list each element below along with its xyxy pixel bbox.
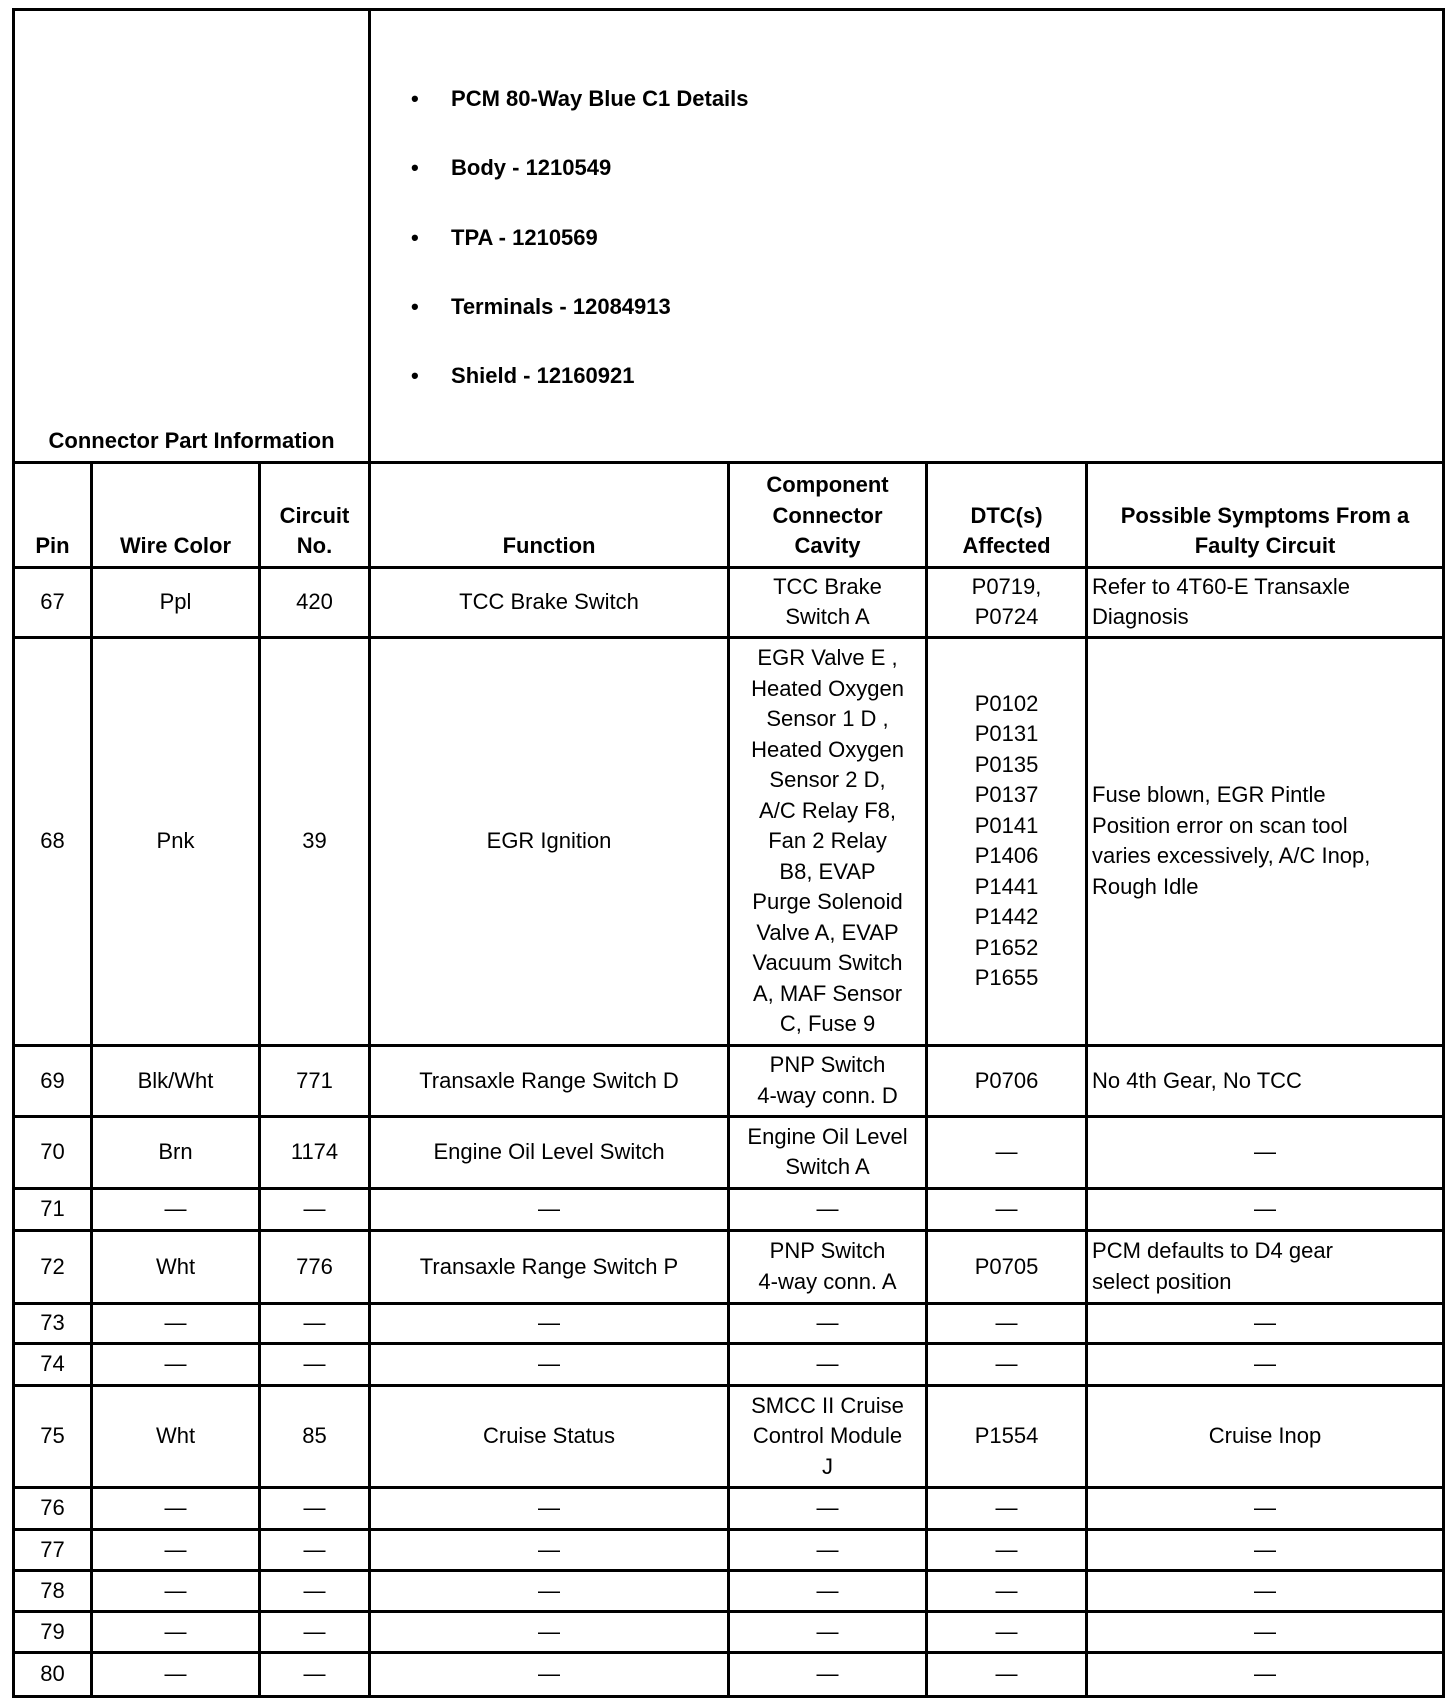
cell-component: TCC Brake Switch A [729, 567, 927, 637]
cell-symptoms: No 4th Gear, No TCC [1087, 1045, 1444, 1116]
cell-function: TCC Brake Switch [370, 567, 729, 637]
cell-function: Engine Oil Level Switch [370, 1116, 729, 1188]
header-dtc: DTC(s) Affected [927, 462, 1087, 567]
cell-dtc: — [927, 1343, 1087, 1385]
cell-component: PNP Switch 4-way conn. A [729, 1230, 927, 1303]
cell-symptoms: — [1087, 1116, 1444, 1188]
cell-pin: 73 [14, 1303, 92, 1343]
cell-wire-color: — [92, 1529, 260, 1570]
connector-info-item: • Terminals - 12084913 [411, 288, 1442, 327]
cell-component: PNP Switch 4-way conn. D [729, 1045, 927, 1116]
cell-symptoms: Refer to 4T60-E Transaxle Diagnosis [1087, 567, 1444, 637]
cell-circuit: 776 [260, 1230, 370, 1303]
cell-component: — [729, 1611, 927, 1652]
cell-function: — [370, 1343, 729, 1385]
cell-symptoms: Fuse blown, EGR Pintle Position error on scan tool varies excessively, A/C Inop, Rough Idle [1087, 637, 1444, 1045]
header-component: Component Connector Cavity [729, 462, 927, 567]
cell-component: — [729, 1652, 927, 1696]
cell-pin: 71 [14, 1188, 92, 1230]
table-row [14, 1303, 1444, 1343]
cell-dtc: P0719, P0724 [927, 567, 1087, 637]
cell-pin: 79 [14, 1611, 92, 1652]
cell-circuit: — [260, 1570, 370, 1611]
connector-info-label: Connector Part Information [14, 10, 370, 463]
cell-function: Cruise Status [370, 1385, 729, 1487]
connector-pinout-table [12, 8, 1445, 1698]
table-row [14, 1343, 1444, 1385]
cell-circuit: — [260, 1188, 370, 1230]
cell-component: — [729, 1188, 927, 1230]
cell-function: — [370, 1529, 729, 1570]
cell-function: — [370, 1303, 729, 1343]
cell-dtc: — [927, 1188, 1087, 1230]
table-row [14, 1230, 1444, 1303]
cell-circuit: 771 [260, 1045, 370, 1116]
cell-component: — [729, 1487, 927, 1529]
cell-function: — [370, 1487, 729, 1529]
cell-wire-color: Brn [92, 1116, 260, 1188]
cell-component: — [729, 1529, 927, 1570]
header-circuit: Circuit No. [260, 462, 370, 567]
table-row [14, 1188, 1444, 1230]
connector-info-item: • Shield - 12160921 [411, 357, 1442, 396]
cell-component: — [729, 1343, 927, 1385]
table-row [14, 1385, 1444, 1487]
cell-symptoms: — [1087, 1487, 1444, 1529]
cell-symptoms: PCM defaults to D4 gear select position [1087, 1230, 1444, 1303]
cell-dtc: — [927, 1487, 1087, 1529]
connector-info-list [411, 50, 1442, 427]
cell-symptoms: — [1087, 1611, 1444, 1652]
cell-wire-color: — [92, 1611, 260, 1652]
header-wire-color: Wire Color [92, 462, 260, 567]
cell-pin: 70 [14, 1116, 92, 1188]
cell-symptoms: — [1087, 1529, 1444, 1570]
cell-function: — [370, 1188, 729, 1230]
cell-symptoms: — [1087, 1652, 1444, 1696]
cell-dtc: P0102 P0131 P0135 P0137 P0141 P1406 P1441 P1442 P1652 P1655 [927, 637, 1087, 1045]
cell-wire-color: Wht [92, 1385, 260, 1487]
cell-wire-color: Pnk [92, 637, 260, 1045]
table-row [14, 1529, 1444, 1570]
cell-pin: 77 [14, 1529, 92, 1570]
table-row [14, 1045, 1444, 1116]
cell-circuit: 420 [260, 567, 370, 637]
cell-dtc: — [927, 1570, 1087, 1611]
cell-circuit: 39 [260, 637, 370, 1045]
cell-wire-color: — [92, 1487, 260, 1529]
header-function: Function [370, 462, 729, 567]
cell-function: — [370, 1611, 729, 1652]
header-symptoms: Possible Symptoms From a Faulty Circuit [1087, 462, 1444, 567]
cell-symptoms: — [1087, 1188, 1444, 1230]
cell-pin: 74 [14, 1343, 92, 1385]
column-header-row [14, 462, 1444, 567]
cell-wire-color: — [92, 1652, 260, 1696]
cell-wire-color: Blk/Wht [92, 1045, 260, 1116]
cell-function: — [370, 1652, 729, 1696]
cell-dtc: — [927, 1116, 1087, 1188]
cell-component: Engine Oil Level Switch A [729, 1116, 927, 1188]
cell-circuit: — [260, 1611, 370, 1652]
cell-wire-color: Wht [92, 1230, 260, 1303]
cell-symptoms: Cruise Inop [1087, 1385, 1444, 1487]
cell-wire-color: — [92, 1570, 260, 1611]
cell-pin: 76 [14, 1487, 92, 1529]
table-row [14, 1611, 1444, 1652]
cell-circuit: — [260, 1303, 370, 1343]
cell-dtc: P1554 [927, 1385, 1087, 1487]
cell-component: — [729, 1303, 927, 1343]
cell-pin: 80 [14, 1652, 92, 1696]
cell-function: EGR Ignition [370, 637, 729, 1045]
cell-function: Transaxle Range Switch P [370, 1230, 729, 1303]
cell-dtc: — [927, 1529, 1087, 1570]
cell-dtc: — [927, 1611, 1087, 1652]
cell-dtc: P0706 [927, 1045, 1087, 1116]
connector-info-row [14, 10, 1444, 463]
connector-info-item: • Body - 1210549 [411, 149, 1442, 188]
table-row [14, 637, 1444, 1045]
cell-circuit: — [260, 1529, 370, 1570]
cell-pin: 67 [14, 567, 92, 637]
cell-component: — [729, 1570, 927, 1611]
cell-dtc: — [927, 1652, 1087, 1696]
cell-wire-color: — [92, 1343, 260, 1385]
cell-circuit: — [260, 1652, 370, 1696]
cell-dtc: P0705 [927, 1230, 1087, 1303]
cell-pin: 75 [14, 1385, 92, 1487]
cell-function: Transaxle Range Switch D [370, 1045, 729, 1116]
cell-wire-color: Ppl [92, 567, 260, 637]
cell-function: — [370, 1570, 729, 1611]
table-row [14, 1570, 1444, 1611]
cell-circuit: 1174 [260, 1116, 370, 1188]
cell-wire-color: — [92, 1303, 260, 1343]
table-row [14, 567, 1444, 637]
table-row [14, 1487, 1444, 1529]
cell-circuit: 85 [260, 1385, 370, 1487]
cell-symptoms: — [1087, 1570, 1444, 1611]
cell-circuit: — [260, 1487, 370, 1529]
connector-info-item: • TPA - 1210569 [411, 219, 1442, 258]
connector-info-item: • PCM 80-Way Blue C1 Details [411, 80, 1442, 119]
header-pin: Pin [14, 462, 92, 567]
cell-symptoms: — [1087, 1303, 1444, 1343]
cell-pin: 68 [14, 637, 92, 1045]
connector-info-details [370, 10, 1444, 463]
cell-circuit: — [260, 1343, 370, 1385]
table-row [14, 1116, 1444, 1188]
cell-component: SMCC II Cruise Control Module J [729, 1385, 927, 1487]
cell-symptoms: — [1087, 1343, 1444, 1385]
cell-pin: 78 [14, 1570, 92, 1611]
cell-dtc: — [927, 1303, 1087, 1343]
table-row [14, 1652, 1444, 1696]
cell-pin: 72 [14, 1230, 92, 1303]
cell-wire-color: — [92, 1188, 260, 1230]
cell-pin: 69 [14, 1045, 92, 1116]
cell-component: EGR Valve E , Heated Oxygen Sensor 1 D , Heated Oxygen Sensor 2 D, A/C Relay F8, Fan 2 Relay B8, EVAP Purge Solenoid Valve A, EVAP Vacuum Switch A, MAF Sensor C, Fuse 9 [729, 637, 927, 1045]
